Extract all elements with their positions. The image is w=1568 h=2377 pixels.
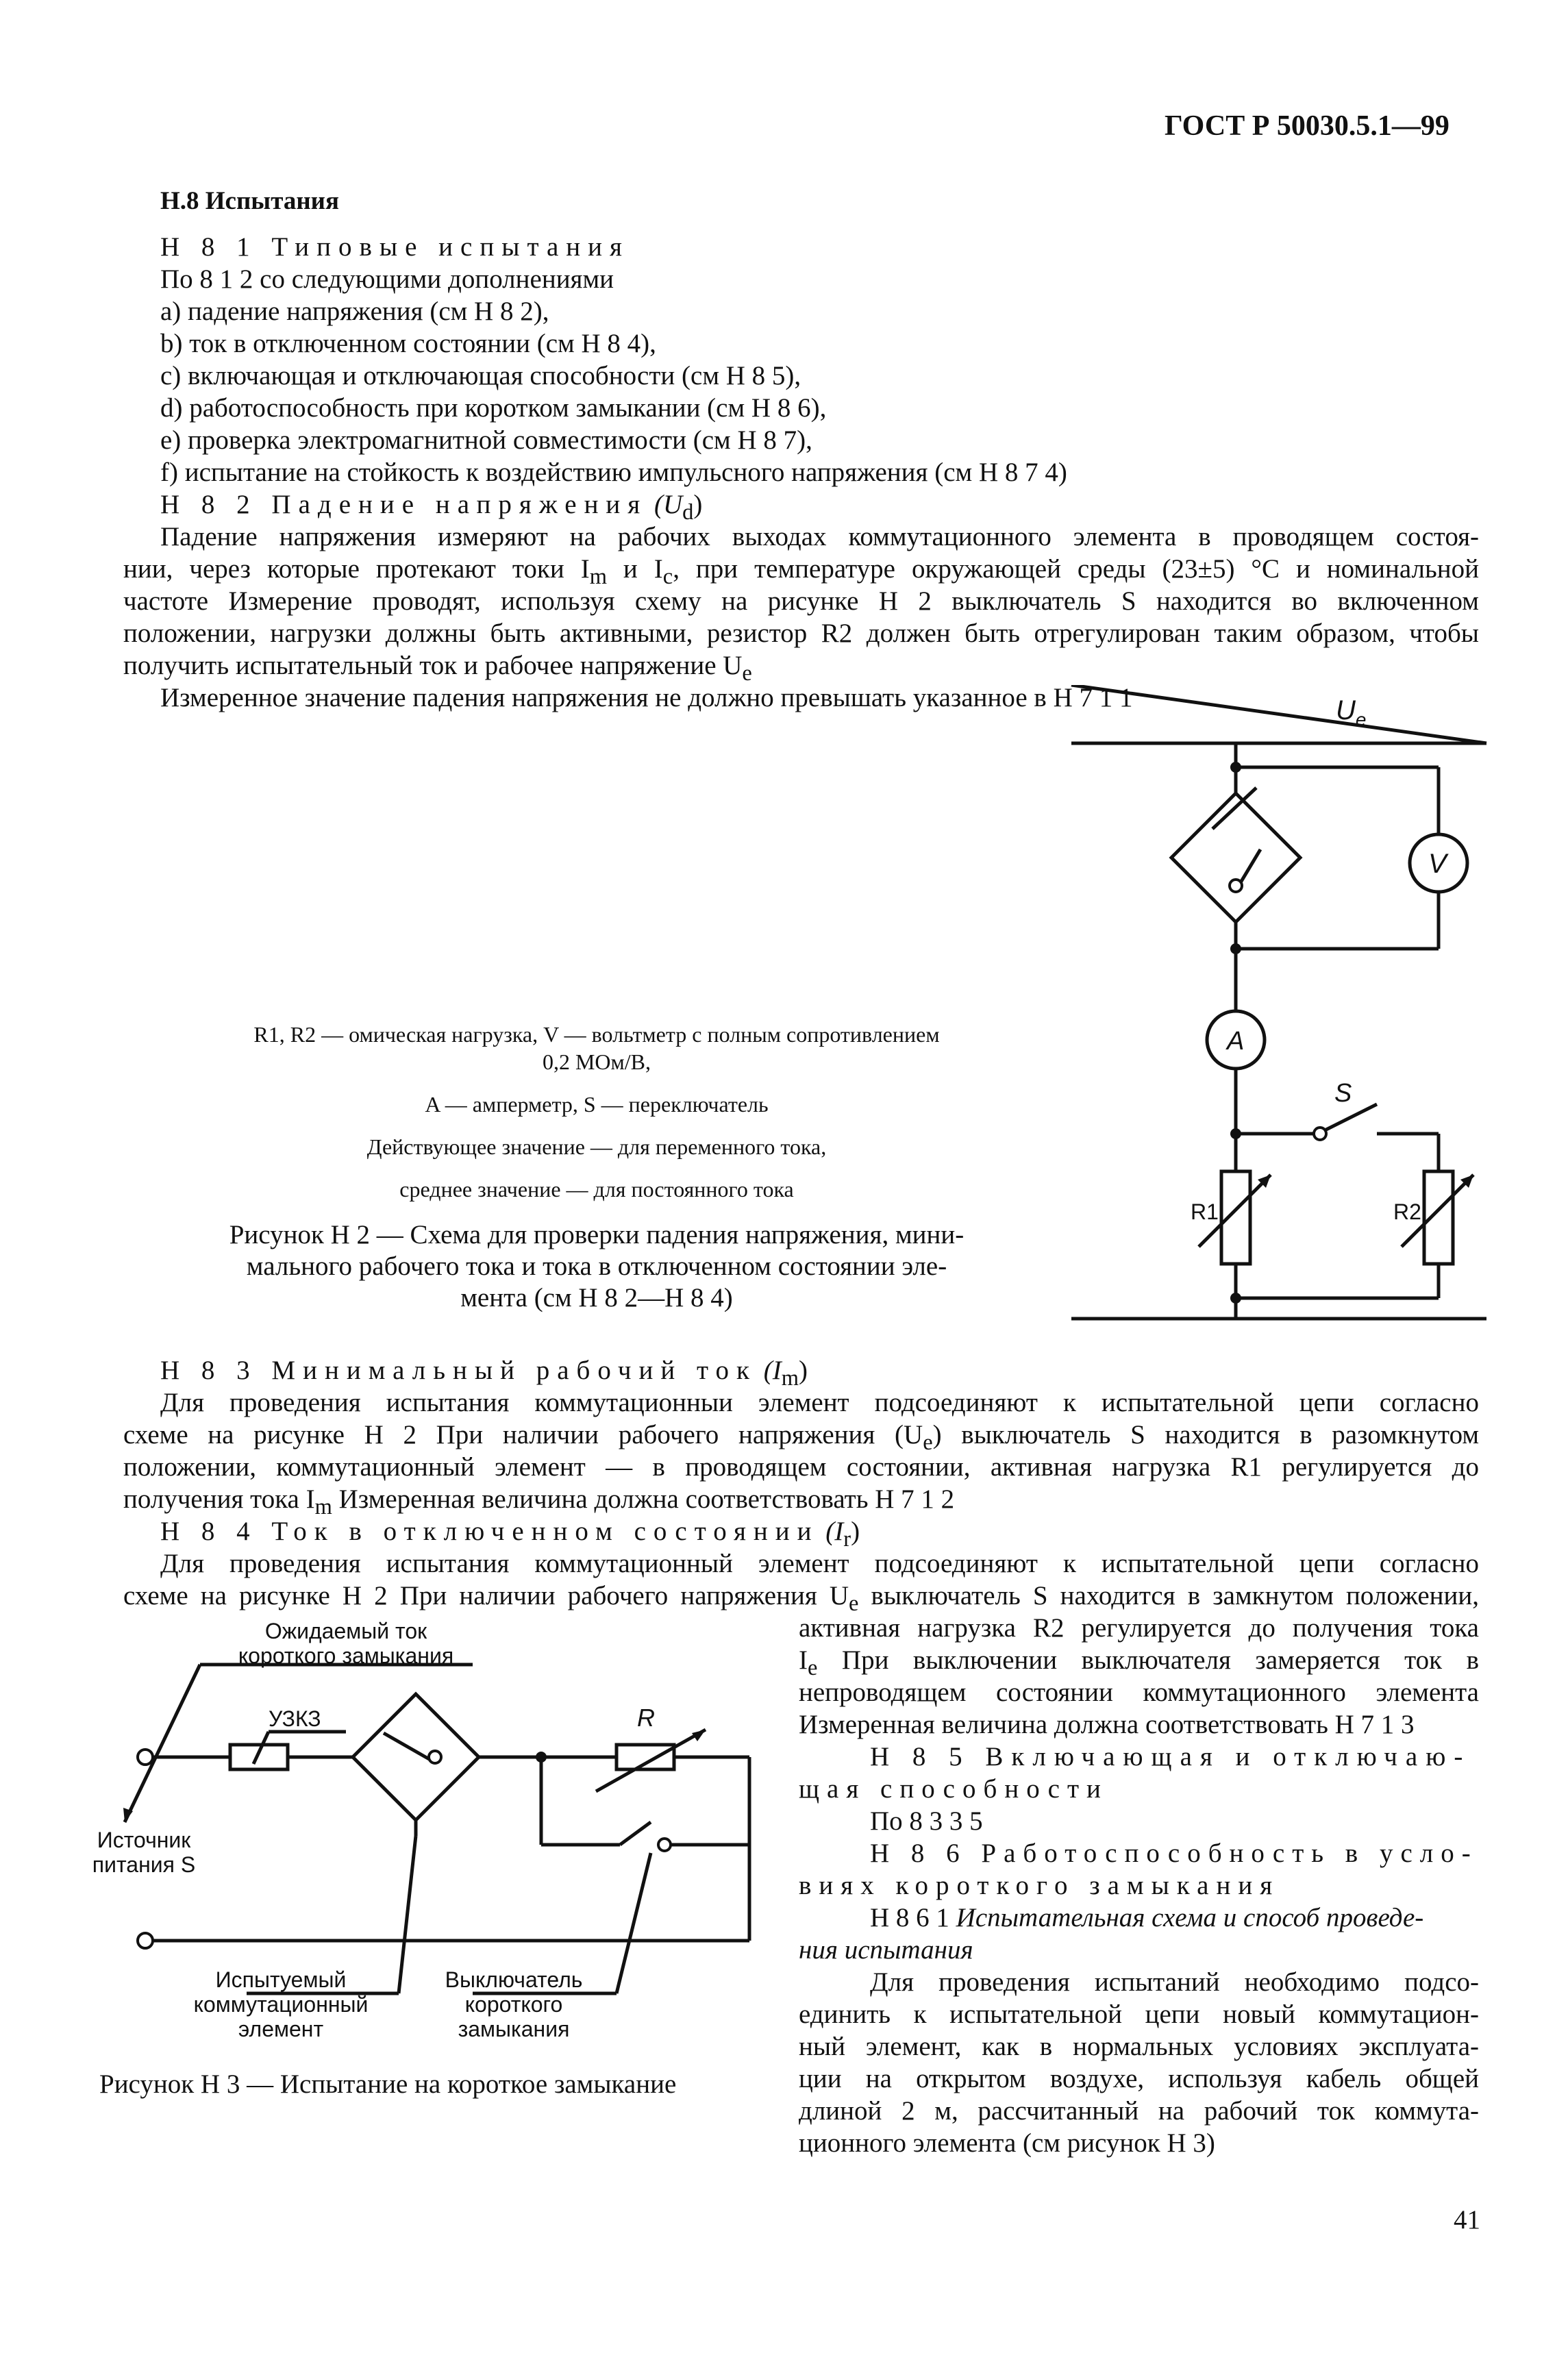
h861-title-line-1: Н 8 6 1 Испытательная схема и способ проведе- <box>870 1903 1424 1932</box>
h86-heading-line-1: Н 8 6 Работоспособность в усло- <box>870 1839 1478 1868</box>
h82-paragraph-line-1: Падение напряжения измеряют на рабочих выходах коммутационного элемента в проводящем состоя- <box>160 522 1479 551</box>
ammeter-label: A <box>1227 1027 1245 1056</box>
r2-label: R2 <box>1393 1199 1421 1224</box>
switch-s-label: S <box>1334 1079 1352 1108</box>
h85-text: По 8 3 3 5 <box>870 1806 983 1836</box>
h861-line-6: ционного элемента (см рисунок Н 3) <box>799 2128 1215 2158</box>
fig2-caption-line-3: мента (см Н 8 2—Н 8 4) <box>460 1283 733 1312</box>
voltmeter-label: V <box>1428 849 1447 879</box>
fig2-caption <box>162 1219 1032 1314</box>
h81-item-e: e) проверка электромагнитной совместимости (см Н 8 7), <box>160 425 812 455</box>
h81-item-d: d) работоспособность при коротком замыкании (см Н 8 6), <box>160 393 827 423</box>
h84-line-1: Для проведения испытания коммутационный элемент подсоединяют к испытательной цепи согласно <box>160 1549 1479 1578</box>
h85-heading-line-1: Н 8 5 Включающая и отключаю- <box>870 1742 1471 1771</box>
h861-title-line-2: ния испытания <box>799 1935 973 1965</box>
h861-line-2: единить к испытательной цепи новый коммутацион- <box>799 2000 1479 2029</box>
r-label: R <box>637 1704 655 1732</box>
h86-heading-line-2: виях короткого замыкания <box>799 1871 1280 1900</box>
figure-h2-circuit <box>1062 685 1500 1343</box>
h83-line-2: схеме на рисунке Н 2 При наличии рабочего напряжения $(U_e)$ выключатель S находится в разомкнутом <box>123 1420 1480 1455</box>
fig2-caption-line-2: мального рабочего тока и тока в отключенном состоянии эле- <box>246 1252 947 1281</box>
h83-line-4: получения тока $I_m$ Измеренная величина должна соответствовать Н 7 1 2 <box>123 1484 955 1519</box>
h861-line-4: ции на открытом воздухе, используя кабель общей <box>799 2064 1479 2093</box>
h81-heading: Н 8 1 Типовые испытания <box>160 232 630 262</box>
fig2-legend-line-3: A — амперметр, S — переключатель <box>425 1092 769 1117</box>
h861-line-1: Для проведения испытаний необходимо подсо- <box>870 1967 1479 1997</box>
h861-line-3: ный элемент, как в нормальных условиях эксплуата- <box>799 2032 1479 2061</box>
h82-paragraph-line-5: получить испытательный ток и рабочее напряжение $U_e$ <box>123 651 752 686</box>
h84-heading: Н 8 4 Ток в отключенном состоянии $(I_r)$ <box>160 1517 860 1552</box>
h81-intro: По 8 1 2 со следующими дополнениями <box>160 264 614 294</box>
fig3-source-label: Источник питания S <box>92 1828 196 1877</box>
h82-paragraph-line-4: положении, нагрузки должны быть активными, резистор R2 должен быть отрегулирован таким образом, чтобы <box>123 619 1479 648</box>
h84-line-2: схеме на рисунке Н 2 При наличии рабочего напряжения $U_e$ выключатель S находится в замкнутом положении, <box>123 1581 1479 1616</box>
fig2-caption-line-1: Рисунок Н 2 — Схема для проверки падения напряжения, мини- <box>229 1220 965 1249</box>
h82-paragraph-line-2: нии, через которые протекают токи $I_m$ и $I_c$, при температуре окружающей среды (23±5) °С и номинальной <box>123 554 1480 589</box>
fig3-expected-current-label: Ожидаемый ток короткого замыкания <box>238 1619 454 1668</box>
tested-element-diamond <box>353 1694 479 1820</box>
document-header: ГОСТ Р 50030.5.1—99 <box>1165 110 1449 142</box>
page-number: 41 <box>1454 2205 1480 2235</box>
r-resistor <box>617 1745 674 1769</box>
h83-line-3: положении, коммутационный элемент — в проводящем состоянии, активная нагрузка R1 регулируется до <box>123 1452 1479 1482</box>
h81-item-c: c) включающая и отключающая способности (см Н 8 5), <box>160 361 801 390</box>
h81-item-b: b) ток в отключенном состоянии (см Н 8 4), <box>160 329 656 358</box>
section-title: Н.8 Испытания <box>160 187 339 215</box>
fig2-legend-line-4: Действующее значение — для переменного тока, <box>366 1134 827 1159</box>
h861-line-5: длиной 2 м, рассчитанный на рабочий ток коммута- <box>799 2096 1479 2126</box>
fig2-legend-line-2: 0,2 МОм/В, <box>542 1049 651 1074</box>
uzkz-label: УЗКЗ <box>269 1706 321 1731</box>
h82-paragraph-line-3: частоте Измерение проводят, используя схему на рисунке Н 2 выключатель S находится во включенном <box>123 586 1479 616</box>
ue-label: $U_e$ <box>1336 695 1367 730</box>
h82-heading: Н 8 2 Падение напряжения $(U_d)$ <box>160 490 703 525</box>
fig2-legend <box>162 1021 1032 1203</box>
h83-heading: Н 8 3 Минимальный рабочий ток $(I_m)$ <box>160 1356 808 1391</box>
h81-item-f: f) испытание на стойкость к воздействию импульсного напряжения (см Н 8 7 4) <box>160 458 1067 487</box>
fig3-switch-label: Выключатель короткого замыкания <box>445 1967 583 2041</box>
h84-line-5: непроводящем состоянии коммутационного элемента <box>799 1678 1479 1707</box>
element-diamond <box>1171 793 1300 922</box>
fig3-tested-element-label: Испытуемый коммутационный элемент <box>193 1967 369 2041</box>
fig2-legend-line-1: R1, R2 — омическая нагрузка, V — вольтметр с полным сопротивлением <box>253 1022 940 1047</box>
h84-line-6: Измеренная величина должна соответствовать Н 7 1 3 <box>799 1710 1415 1739</box>
top-supply-line <box>1071 685 1486 743</box>
r1-label: R1 <box>1191 1199 1219 1224</box>
fig3-caption: Рисунок Н 3 — Испытание на короткое замыкание <box>99 2069 677 2099</box>
fig2-legend-line-5: среднее значение — для постоянного тока <box>399 1177 794 1202</box>
h84-line-3: активная нагрузка R2 регулируется до получения тока <box>799 1613 1479 1643</box>
h82-paragraph-2: Измеренное значение падения напряжения не должно превышать указанное в Н 7 1 1 <box>160 683 1133 712</box>
h81-item-a: a) падение напряжения (см Н 8 2), <box>160 297 549 326</box>
h83-line-1: Для проведения испытания коммутационныи элемент подсоединяют к испытательной цепи согласно <box>160 1388 1479 1417</box>
h84-line-4: $I_e$ При выключении выключателя замеряется ток в <box>799 1645 1479 1680</box>
h85-heading-line-2: щая способности <box>799 1774 1108 1804</box>
